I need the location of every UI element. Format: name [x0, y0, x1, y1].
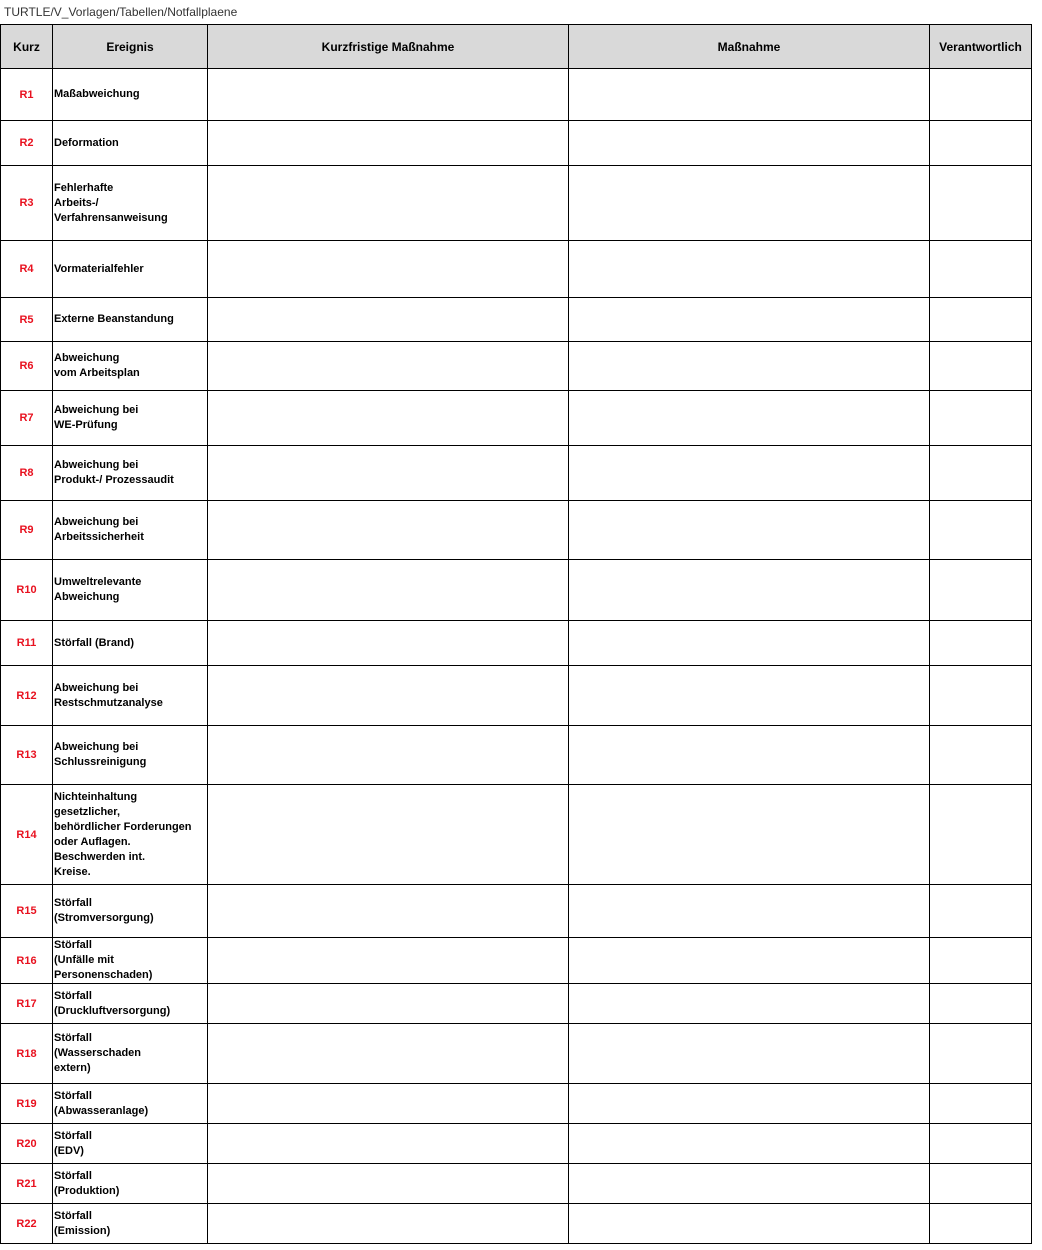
- row-massnahme-cell[interactable]: [569, 885, 930, 938]
- row-massnahme-cell[interactable]: [569, 938, 930, 984]
- row-verantwortlich-cell[interactable]: [930, 560, 1032, 621]
- row-massnahme-cell[interactable]: [569, 1204, 930, 1244]
- table-row: [1, 501, 1032, 560]
- row-ereignis: Störfall (Stromversorgung): [53, 885, 208, 938]
- row-verantwortlich-cell[interactable]: [930, 391, 1032, 446]
- row-massnahme-cell[interactable]: [569, 501, 930, 560]
- row-verantwortlich-cell[interactable]: [930, 298, 1032, 342]
- table-row: [1, 241, 1032, 298]
- row-kurzfristige-massnahme-cell[interactable]: [208, 121, 569, 166]
- header-ereignis: Ereignis: [53, 25, 208, 69]
- row-ereignis: Abweichung bei Produkt-/ Prozessaudit: [53, 446, 208, 501]
- row-kurz: R13: [1, 726, 53, 785]
- row-ereignis: Fehlerhafte Arbeits-/ Verfahrensanweisung: [53, 166, 208, 241]
- row-massnahme-cell[interactable]: [569, 560, 930, 621]
- row-kurzfristige-massnahme-cell[interactable]: [208, 726, 569, 785]
- row-kurzfristige-massnahme-cell[interactable]: [208, 885, 569, 938]
- table-body: [1, 69, 1032, 1244]
- row-massnahme-cell[interactable]: [569, 1084, 930, 1124]
- row-verantwortlich-cell[interactable]: [930, 1124, 1032, 1164]
- table-row: [1, 560, 1032, 621]
- row-kurzfristige-massnahme-cell[interactable]: [208, 391, 569, 446]
- row-massnahme-cell[interactable]: [569, 69, 930, 121]
- row-massnahme-cell[interactable]: [569, 391, 930, 446]
- row-ereignis: Abweichung bei Arbeitssicherheit: [53, 501, 208, 560]
- row-kurz: R15: [1, 885, 53, 938]
- breadcrumb: TURTLE/V_Vorlagen/Tabellen/Notfallplaene: [4, 5, 238, 19]
- row-ereignis: Externe Beanstandung: [53, 298, 208, 342]
- row-massnahme-cell[interactable]: [569, 785, 930, 885]
- row-massnahme-cell[interactable]: [569, 621, 930, 666]
- row-kurz: R6: [1, 342, 53, 391]
- table-row: [1, 621, 1032, 666]
- row-kurzfristige-massnahme-cell[interactable]: [208, 446, 569, 501]
- row-kurz: R9: [1, 501, 53, 560]
- row-ereignis: Abweichung bei Restschmutzanalyse: [53, 666, 208, 726]
- row-kurzfristige-massnahme-cell[interactable]: [208, 666, 569, 726]
- row-kurz: R16: [1, 938, 53, 984]
- table-row: [1, 446, 1032, 501]
- row-kurz: R11: [1, 621, 53, 666]
- table-row: [1, 1084, 1032, 1124]
- table-row: [1, 166, 1032, 241]
- row-kurzfristige-massnahme-cell[interactable]: [208, 1124, 569, 1164]
- row-ereignis: Störfall (Brand): [53, 621, 208, 666]
- table-row: [1, 342, 1032, 391]
- row-massnahme-cell[interactable]: [569, 298, 930, 342]
- row-ereignis: Störfall (Produktion): [53, 1164, 208, 1204]
- row-massnahme-cell[interactable]: [569, 241, 930, 298]
- row-kurz: R21: [1, 1164, 53, 1204]
- row-kurz: R8: [1, 446, 53, 501]
- row-kurzfristige-massnahme-cell[interactable]: [208, 501, 569, 560]
- table-row: [1, 1124, 1032, 1164]
- header-kurzfristige-massnahme: Kurzfristige Maßnahme: [208, 25, 569, 69]
- row-verantwortlich-cell[interactable]: [930, 1164, 1032, 1204]
- row-kurz: R18: [1, 1024, 53, 1084]
- row-verantwortlich-cell[interactable]: [930, 166, 1032, 241]
- row-verantwortlich-cell[interactable]: [930, 666, 1032, 726]
- row-massnahme-cell[interactable]: [569, 1024, 930, 1084]
- table-row: [1, 885, 1032, 938]
- row-kurz: R22: [1, 1204, 53, 1244]
- row-ereignis: Störfall (Wasserschaden extern): [53, 1024, 208, 1084]
- row-kurz: R10: [1, 560, 53, 621]
- row-kurzfristige-massnahme-cell[interactable]: [208, 984, 569, 1024]
- row-verantwortlich-cell[interactable]: [930, 726, 1032, 785]
- row-massnahme-cell[interactable]: [569, 1164, 930, 1204]
- table-row: [1, 1024, 1032, 1084]
- row-kurzfristige-massnahme-cell[interactable]: [208, 166, 569, 241]
- table-row: [1, 121, 1032, 166]
- row-kurzfristige-massnahme-cell[interactable]: [208, 785, 569, 885]
- row-kurz: R14: [1, 785, 53, 885]
- row-kurzfristige-massnahme-cell[interactable]: [208, 241, 569, 298]
- row-verantwortlich-cell[interactable]: [930, 501, 1032, 560]
- row-kurz: R1: [1, 69, 53, 121]
- row-kurzfristige-massnahme-cell[interactable]: [208, 1024, 569, 1084]
- row-massnahme-cell[interactable]: [569, 984, 930, 1024]
- notfallplan-table: [0, 24, 1032, 1244]
- row-kurz: R20: [1, 1124, 53, 1164]
- row-massnahme-cell[interactable]: [569, 446, 930, 501]
- row-kurzfristige-massnahme-cell[interactable]: [208, 69, 569, 121]
- table-row: [1, 1164, 1032, 1204]
- row-kurzfristige-massnahme-cell[interactable]: [208, 1164, 569, 1204]
- row-verantwortlich-cell[interactable]: [930, 885, 1032, 938]
- row-massnahme-cell[interactable]: [569, 726, 930, 785]
- table-row: [1, 726, 1032, 785]
- row-verantwortlich-cell[interactable]: [930, 1084, 1032, 1124]
- row-verantwortlich-cell[interactable]: [930, 241, 1032, 298]
- header-verantwortlich: Verantwortlich: [930, 25, 1032, 69]
- row-ereignis: Deformation: [53, 121, 208, 166]
- row-verantwortlich-cell[interactable]: [930, 984, 1032, 1024]
- row-ereignis: Nichteinhaltung gesetzlicher, behördlicher Forderungen oder Auflagen. Beschwerden int. Kreise.: [53, 785, 208, 885]
- row-verantwortlich-cell[interactable]: [930, 938, 1032, 984]
- table-row: [1, 298, 1032, 342]
- row-verantwortlich-cell[interactable]: [930, 121, 1032, 166]
- table-row: [1, 938, 1032, 984]
- table-row: [1, 785, 1032, 885]
- row-ereignis: Störfall (Abwasseranlage): [53, 1084, 208, 1124]
- row-verantwortlich-cell[interactable]: [930, 342, 1032, 391]
- row-verantwortlich-cell[interactable]: [930, 785, 1032, 885]
- row-ereignis: Abweichung vom Arbeitsplan: [53, 342, 208, 391]
- row-ereignis: Maßabweichung: [53, 69, 208, 121]
- row-kurzfristige-massnahme-cell[interactable]: [208, 1084, 569, 1124]
- row-verantwortlich-cell[interactable]: [930, 1024, 1032, 1084]
- header-row: [1, 25, 1032, 69]
- row-massnahme-cell[interactable]: [569, 666, 930, 726]
- row-massnahme-cell[interactable]: [569, 121, 930, 166]
- row-kurzfristige-massnahme-cell[interactable]: [208, 938, 569, 984]
- row-verantwortlich-cell[interactable]: [930, 446, 1032, 501]
- row-ereignis: Störfall (Druckluftversorgung): [53, 984, 208, 1024]
- row-kurzfristige-massnahme-cell[interactable]: [208, 560, 569, 621]
- table-row: [1, 391, 1032, 446]
- row-kurz: R5: [1, 298, 53, 342]
- table-row: [1, 1204, 1032, 1244]
- row-kurzfristige-massnahme-cell[interactable]: [208, 621, 569, 666]
- row-ereignis: Umweltrelevante Abweichung: [53, 560, 208, 621]
- table-row: [1, 984, 1032, 1024]
- row-ereignis: Abweichung bei Schlussreinigung: [53, 726, 208, 785]
- row-kurz: R4: [1, 241, 53, 298]
- table-row: [1, 69, 1032, 121]
- row-ereignis: Störfall (EDV): [53, 1124, 208, 1164]
- row-kurzfristige-massnahme-cell[interactable]: [208, 1204, 569, 1244]
- row-kurz: R7: [1, 391, 53, 446]
- row-verantwortlich-cell[interactable]: [930, 69, 1032, 121]
- row-kurz: R3: [1, 166, 53, 241]
- row-massnahme-cell[interactable]: [569, 342, 930, 391]
- row-kurzfristige-massnahme-cell[interactable]: [208, 342, 569, 391]
- row-massnahme-cell[interactable]: [569, 166, 930, 241]
- row-ereignis: Störfall (Emission): [53, 1204, 208, 1244]
- header-massnahme: Maßnahme: [569, 25, 930, 69]
- table-row: [1, 666, 1032, 726]
- row-kurz: R12: [1, 666, 53, 726]
- row-kurz: R2: [1, 121, 53, 166]
- header-kurz: Kurz: [1, 25, 53, 69]
- row-ereignis: Abweichung bei WE-Prüfung: [53, 391, 208, 446]
- row-verantwortlich-cell[interactable]: [930, 1204, 1032, 1244]
- row-ereignis: Vormaterialfehler: [53, 241, 208, 298]
- row-verantwortlich-cell[interactable]: [930, 621, 1032, 666]
- row-massnahme-cell[interactable]: [569, 1124, 930, 1164]
- row-ereignis: Störfall (Unfälle mit Personenschaden): [53, 938, 208, 984]
- row-kurzfristige-massnahme-cell[interactable]: [208, 298, 569, 342]
- row-kurz: R19: [1, 1084, 53, 1124]
- row-kurz: R17: [1, 984, 53, 1024]
